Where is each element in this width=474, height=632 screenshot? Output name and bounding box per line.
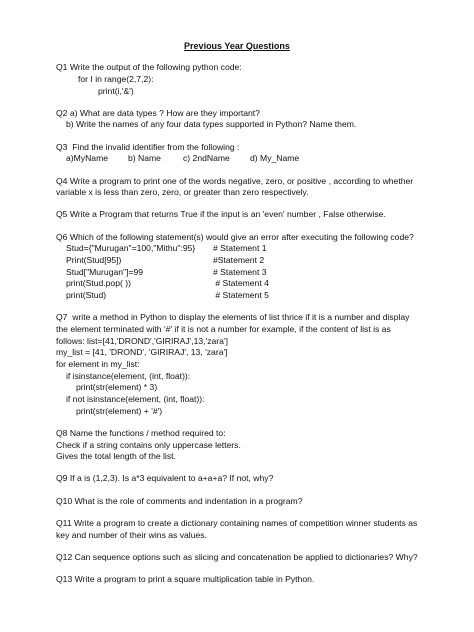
- code-line: my_list = [41, 'DROND', 'GIRIRAJ', 13, 'zara']: [56, 347, 228, 358]
- question-4: [56, 176, 456, 199]
- code-line: print(str(element) * 3): [76, 382, 158, 393]
- question-text: Check if a string contains only uppercase letters.: [56, 439, 241, 450]
- question-subpart: b) Write the names of any four data types supported in Python? Name them.: [66, 119, 357, 130]
- question-text: Q10 What is the role of comments and indentation in a program?: [56, 495, 303, 506]
- question-text: Q13 Write a program to print a square multiplication table in Python.: [56, 573, 315, 584]
- page-title: Previous Year Questions: [184, 41, 290, 51]
- code-row: [56, 255, 456, 267]
- code-line: print(i,'&'): [98, 85, 134, 96]
- question-7: [56, 312, 456, 417]
- code-line: Stud["Murugan"]=99: [66, 266, 144, 277]
- document-page: [56, 40, 456, 596]
- question-text: Q9 If a is (1,2,3). Is a*3 equivalent to a+a+a? If not, why?: [56, 473, 274, 484]
- code-comment: # Statement 1: [213, 243, 267, 254]
- question-11: [56, 518, 456, 541]
- question-text: Q12 Can sequence options such as slicing and concatenation be applied to dictionaries? Why?: [56, 551, 418, 562]
- code-row: [56, 243, 456, 255]
- question-text: variable x is less than zero, zero, or greater than zero respectively.: [56, 187, 309, 198]
- code-row: [56, 278, 456, 290]
- question-text: Q7 write a method in Python to display the elements of list thrice if it is a number and display: [56, 312, 410, 323]
- option-b: b) Name: [128, 153, 161, 164]
- question-8: [56, 428, 456, 463]
- code-line: if isinstance(element, (int, float)):: [66, 370, 191, 381]
- code-line: print(str(element) + '#'): [76, 405, 163, 416]
- question-text: Q1 Write the output of the following python code:: [56, 62, 242, 73]
- question-text: follows: list=[41,'DROND','GIRIRAJ',13,'zara']: [56, 335, 228, 346]
- code-comment: # Statement 3: [213, 266, 267, 277]
- question-9: [56, 473, 456, 485]
- option-c: c) 2ndName: [183, 153, 230, 164]
- code-line: print(Stud.pop( )): [66, 278, 131, 289]
- code-line: print(Stud): [66, 290, 107, 301]
- code-line: for I in range(2,7,2):: [78, 73, 154, 84]
- question-text: Q5 Write a Program that returns True if the input is an 'even' number , False otherwise.: [56, 209, 386, 220]
- question-text: Gives the total length of the list.: [56, 451, 176, 462]
- code-comment: #Statement 2: [213, 254, 265, 265]
- question-text: key and number of their wins as values.: [56, 529, 207, 540]
- question-text: Q8 Name the functions / method required to:: [56, 427, 226, 438]
- question-10: [56, 496, 456, 508]
- question-3: [56, 142, 456, 165]
- code-line: if not isinstance(element, (int, float)):: [66, 394, 205, 405]
- question-text: Q4 Write a program to print one of the words negative, zero, or positive , according to whether: [56, 175, 414, 186]
- code-line: Print(Stud[95]): [66, 254, 122, 265]
- question-6: [56, 232, 456, 302]
- question-5: [56, 209, 456, 221]
- code-line: Stud={"Murugan"=100,"Mithu":95}: [66, 243, 196, 254]
- code-comment: # Statement 5: [213, 290, 269, 301]
- option-a: a)MyName: [66, 153, 109, 164]
- question-text: the element terminated with '#' if it is not a number for example, if the content of list is as: [56, 323, 391, 334]
- code-comment: # Statement 4: [213, 278, 269, 289]
- option-d: d) My_Name: [250, 153, 300, 164]
- option-list: [56, 153, 456, 165]
- code-line: for element in my_list:: [56, 358, 140, 369]
- question-13: [56, 574, 456, 586]
- code-row: [56, 290, 456, 302]
- question-text: Q6 Which of the following statement(s) would give an error after executing the following code?: [56, 231, 414, 242]
- question-2: [56, 108, 456, 131]
- question-1: [56, 62, 456, 97]
- question-text: Q2 a) What are data types ? How are they important?: [56, 107, 260, 118]
- question-12: [56, 552, 456, 564]
- code-row: [56, 267, 456, 279]
- question-text: Q11 Write a program to create a dictionary containing names of competition winner students as: [56, 517, 418, 528]
- question-text: Q3 Find the invalid identifier from the following :: [56, 141, 240, 152]
